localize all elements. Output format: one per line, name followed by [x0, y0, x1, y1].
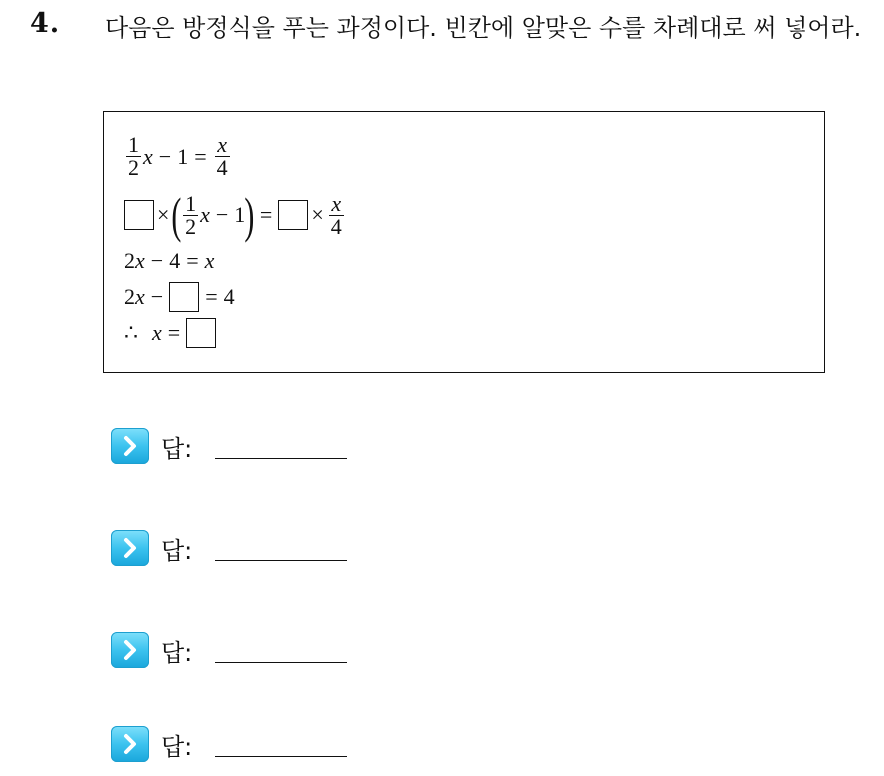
fraction-x-over-4: $\frac{x}{4}$ — [216, 132, 228, 180]
chevron-right-icon — [111, 632, 149, 668]
equation-step-4: 2 x − = 4 — [124, 282, 235, 312]
fraction-half: $\frac{1}{2}$ — [185, 190, 197, 239]
answer-input-line[interactable] — [215, 662, 347, 663]
blank-4 — [186, 318, 216, 348]
chevron-right-icon — [111, 530, 149, 566]
answer-label: 답: — [161, 536, 193, 565]
answer-label: 답: — [161, 732, 193, 761]
answer-input-line[interactable] — [215, 756, 347, 757]
answer-input-line[interactable] — [215, 560, 347, 561]
blank-1 — [124, 200, 154, 230]
answer-row-3 — [111, 630, 192, 670]
answer-row-1 — [111, 426, 192, 466]
question-text: 다음은 방정식을 푸는 과정이다. 빈칸에 알맞은 수를 차례대로 써 넣어라. — [105, 14, 862, 42]
answer-row-4 — [111, 724, 192, 764]
chevron-right-icon — [111, 428, 149, 464]
answer-row-2 — [111, 528, 192, 568]
answer-label: 답: — [161, 434, 193, 463]
blank-3 — [169, 282, 199, 312]
chevron-right-icon — [111, 726, 149, 762]
fraction-half: $\frac{1}{2}$ — [128, 132, 139, 180]
equation-step-1: $\frac{1}{2}$ x − 1 = $\frac{x}{4}$ — [128, 132, 228, 180]
equation-step-3: 2 x − 4 = x — [124, 248, 215, 273]
question-number: 4. — [30, 8, 61, 39]
blank-2 — [278, 200, 308, 230]
equation-step-2: × ( $\frac{1}{2}$ x − 1 ) = × $\frac{x}{4}$ — [124, 190, 346, 240]
equation-step-5: ∴ x = — [124, 318, 216, 348]
answer-label: 답: — [161, 638, 193, 667]
fraction-x-over-4: $\frac{x}{4}$ — [330, 190, 342, 239]
answer-input-line[interactable] — [215, 458, 347, 459]
solution-box — [103, 111, 825, 373]
